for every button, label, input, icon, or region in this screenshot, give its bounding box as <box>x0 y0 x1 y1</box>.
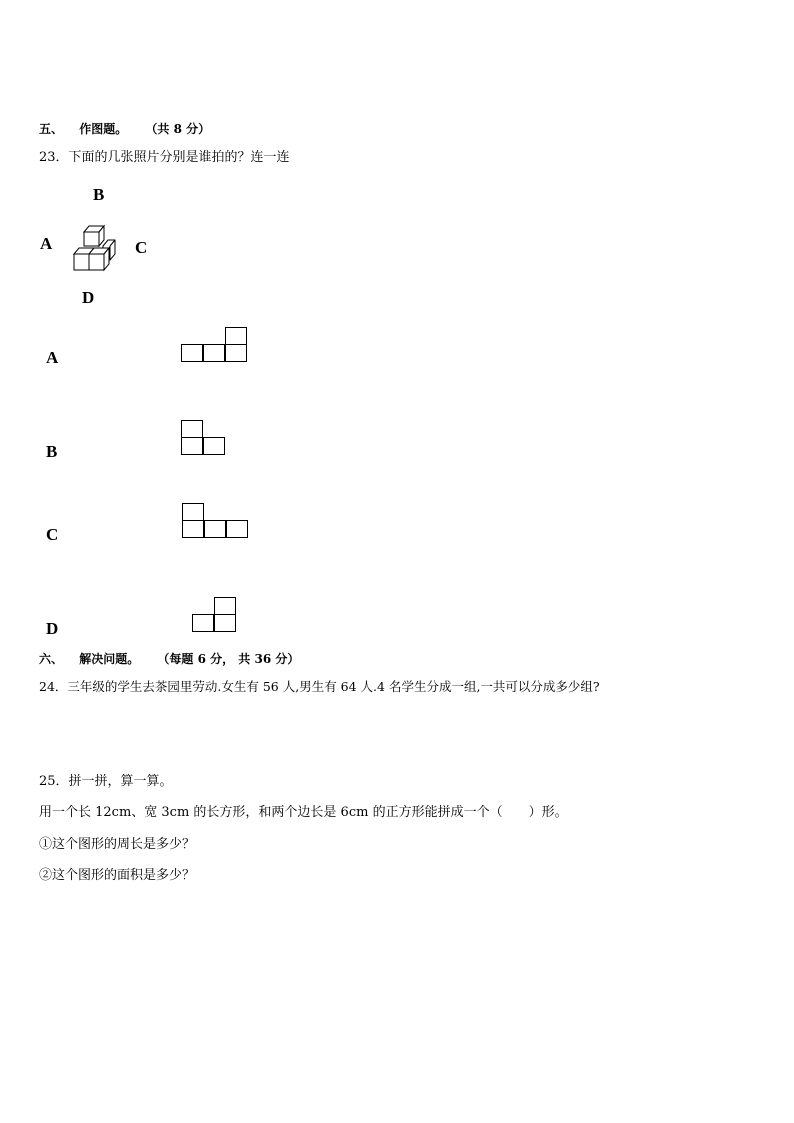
photo-c-cell <box>204 520 226 538</box>
cube-top-front <box>84 232 99 246</box>
photo-label-c: C <box>46 525 59 544</box>
section-6-header <box>39 650 299 667</box>
photo-c-cell <box>182 520 204 538</box>
photo-label-b: B <box>46 442 58 461</box>
section-6-title: 解决问题。 <box>79 652 140 666</box>
question-25-sub2: ②这个图形的面积是多少？ <box>39 868 196 883</box>
photo-a-cell <box>181 344 203 362</box>
question-25-line1: 用一个长 12cm、宽 3cm 的长方形，和两个边长是 6cm 的正方形能拼成一个（ ）形。 <box>39 805 568 820</box>
question-23-text: 23．下面的几张照片分别是谁拍的？连一连 <box>39 150 290 165</box>
cube-bottom-mid-front <box>89 254 104 270</box>
photo-b-cell <box>181 420 203 438</box>
photo-d-cell <box>214 614 236 632</box>
photo-a-cell <box>203 344 225 362</box>
section-5-title: 作图题。 <box>79 122 128 136</box>
photo-a-cell <box>225 344 247 362</box>
section-5-header <box>39 120 210 137</box>
photo-c-cell <box>182 503 204 521</box>
photo-d-cell <box>192 614 214 632</box>
cube-label-bottom: D <box>82 288 95 307</box>
photo-label-a: A <box>46 348 59 367</box>
cube-label-left: A <box>40 234 53 253</box>
cube-label-right: C <box>135 238 148 257</box>
photo-d-cell <box>214 597 236 615</box>
photo-label-d: D <box>46 619 59 638</box>
question-24-text: 24．三年级的学生去茶园里劳动.女生有 56 人,男生有 64 人.4 名学生分成一组,一共可以分成多少组? <box>39 679 600 694</box>
section-6-points: （每题 6 分， 共 36 分） <box>157 652 300 666</box>
photo-b-cell <box>203 437 225 455</box>
section-6-index: 六、 <box>39 652 64 666</box>
section-5-index: 五、 <box>39 122 64 136</box>
question-25-sub1: ①这个图形的周长是多少？ <box>39 837 196 852</box>
section-5-points: （共 8 分） <box>145 122 211 136</box>
cube-label-top: B <box>93 185 105 204</box>
photo-b-cell <box>181 437 203 455</box>
cube-bottom-left-front <box>74 254 89 270</box>
photo-c-cell <box>226 520 248 538</box>
photo-a-cell <box>225 327 247 345</box>
question-25-title: 25．拼一拼，算一算。 <box>39 774 173 789</box>
cube-stack-figure <box>70 220 120 275</box>
